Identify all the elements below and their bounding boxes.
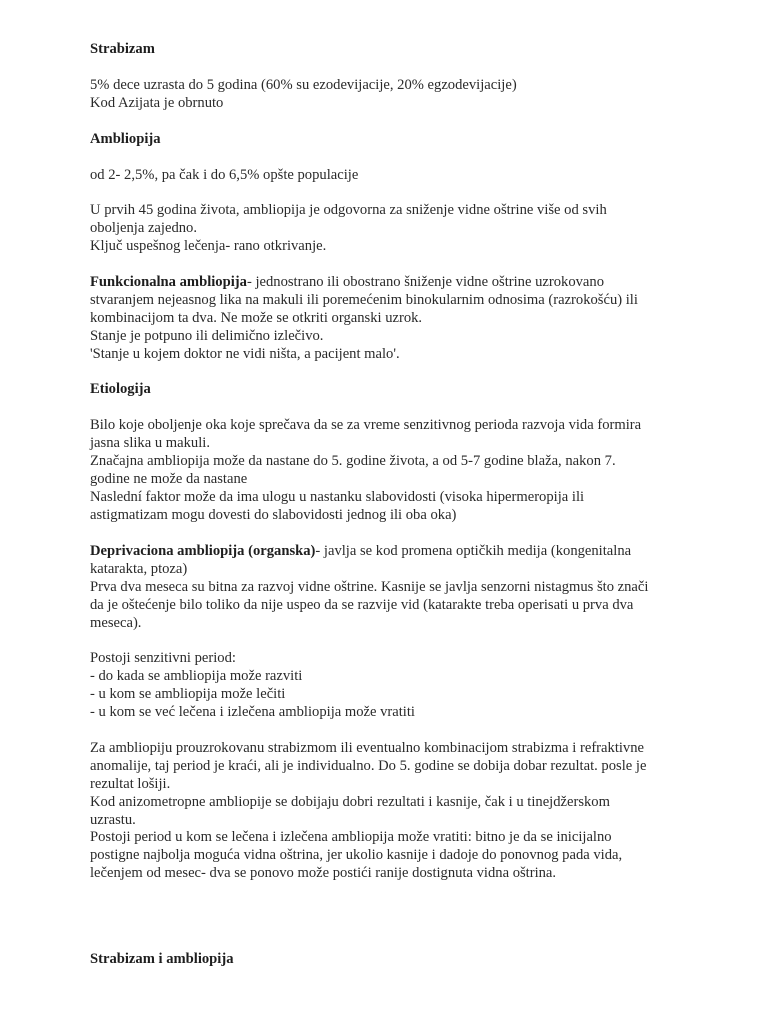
paragraph-line: od 2- 2,5%, pa čak i do 6,5% opšte populacije (90, 167, 359, 183)
paragraph-line: Bilo koje oboljenje oka koje sprečava da se za vreme senzitivnog perioda razvoja vida formira (90, 417, 642, 433)
paragraph-line: oboljenja zajedno. (90, 220, 197, 236)
paragraph-line: Postoji senzitivni period: (90, 650, 236, 666)
paragraph-line: jasna slika u makuli. (90, 435, 210, 451)
paragraph-line: postigne najbolja moguća vidna oštrina, jer ukolio kasnije i dadoje do ponovnog pada vida, (90, 847, 623, 863)
heading-etiologija: Etiologija (90, 381, 151, 397)
paragraph-line: kombinacijom ta dva. Ne može se otkriti organski uzrok. (90, 310, 423, 326)
paragraph-line: da je oštećenje bilo toliko da nije uspeo da se razvije vid (katarakte treba operisati u prva dva (90, 597, 634, 613)
list-item: - do kada se ambliopija može razviti (90, 668, 303, 684)
paragraph-line: uzrastu. (90, 812, 136, 828)
paragraph-line: Ključ uspešnog lečenja- rano otkrivanje. (90, 238, 327, 254)
heading-strabizam: Strabizam (90, 41, 155, 57)
paragraph-line (90, 542, 631, 560)
paragraph-line (90, 273, 604, 291)
paragraph-line: U prvih 45 godina života, ambliopija je odgovorna za sniženje vidne oštrine više od svih (90, 202, 607, 218)
paragraph-line: Značajna ambliopija može da nastane do 5. godine života, a od 5-7 godine blaža, nakon 7. (90, 453, 616, 469)
paragraph-line: katarakta, ptoza) (90, 561, 188, 577)
paragraph-line: 5% dece uzrasta do 5 godina (60% su ezodevijacije, 20% egzodevijacije) (90, 77, 517, 93)
list-item: - u kom se već lečena i izlečena ambliopija može vratiti (90, 704, 415, 720)
paragraph-line: meseca). (90, 615, 142, 631)
paragraph-line: Kod anizometropne ambliopije se dobijaju dobri rezultati i kasnije, čak i u tinejdžerskom (90, 794, 610, 810)
term-funkcionalna-ambliopija: Funkcionalna ambliopija (90, 274, 247, 290)
term-definition: - jednostrano ili obostrano šniženje vidne oštrine uzrokovano (246, 274, 604, 290)
paragraph-line: Kod Azijata je obrnuto (90, 95, 224, 111)
term-definition: - javlja se kod promena optičkih medija (kongenitalna (315, 543, 632, 559)
paragraph-line: godine ne može da nastane (90, 471, 248, 487)
paragraph-line: Stanje je potpuno ili delimično izlečivo. (90, 328, 324, 344)
paragraph-line: lečenjem od mesec- dva se ponovo može postići ranije dostignuta vidna oštrina. (90, 865, 557, 881)
paragraph-line: 'Stanje u kojem doktor ne vidi ništa, a pacijent malo'. (90, 346, 400, 362)
paragraph-line: stvaranjem nejeasnog lika na makuli ili poremećenim binokularnim odnosima (razrokošću) ili (90, 292, 638, 308)
paragraph-line: Prva dva meseca su bitna za razvoj vidne oštrine. Kasnije se javlja senzorni nistagmus što znači (90, 579, 649, 595)
heading-ambliopija: Ambliopija (90, 131, 161, 147)
paragraph-line: Za ambliopiju prouzrokovanu strabizmom ili eventualno kombinacijom strabizma i refraktivne (90, 740, 644, 756)
heading-strabizam-i-ambliopija: Strabizam i ambliopija (90, 951, 234, 967)
paragraph-line: Postoji period u kom se lečena i izlečena ambliopija može vratiti: bitno je da se inicijalno (90, 829, 612, 845)
paragraph-line: astigmatizam mogu dovesti do slabovidosti jednog ili oba oka) (90, 507, 457, 523)
list-item: - u kom se ambliopija može lečiti (90, 686, 286, 702)
term-deprivaciona-ambliopija: Deprivaciona ambliopija (organska) (90, 543, 316, 559)
paragraph-line: anomalije, taj period je kraći, ali je individualno. Do 5. godine se dobija dobar rezultat. posle je (90, 758, 647, 774)
paragraph-line: Naslední faktor može da ima ulogu u nastanku slabovidosti (visoka hipermeropija ili (90, 489, 585, 505)
paragraph-line: rezultat lošiji. (90, 776, 171, 792)
